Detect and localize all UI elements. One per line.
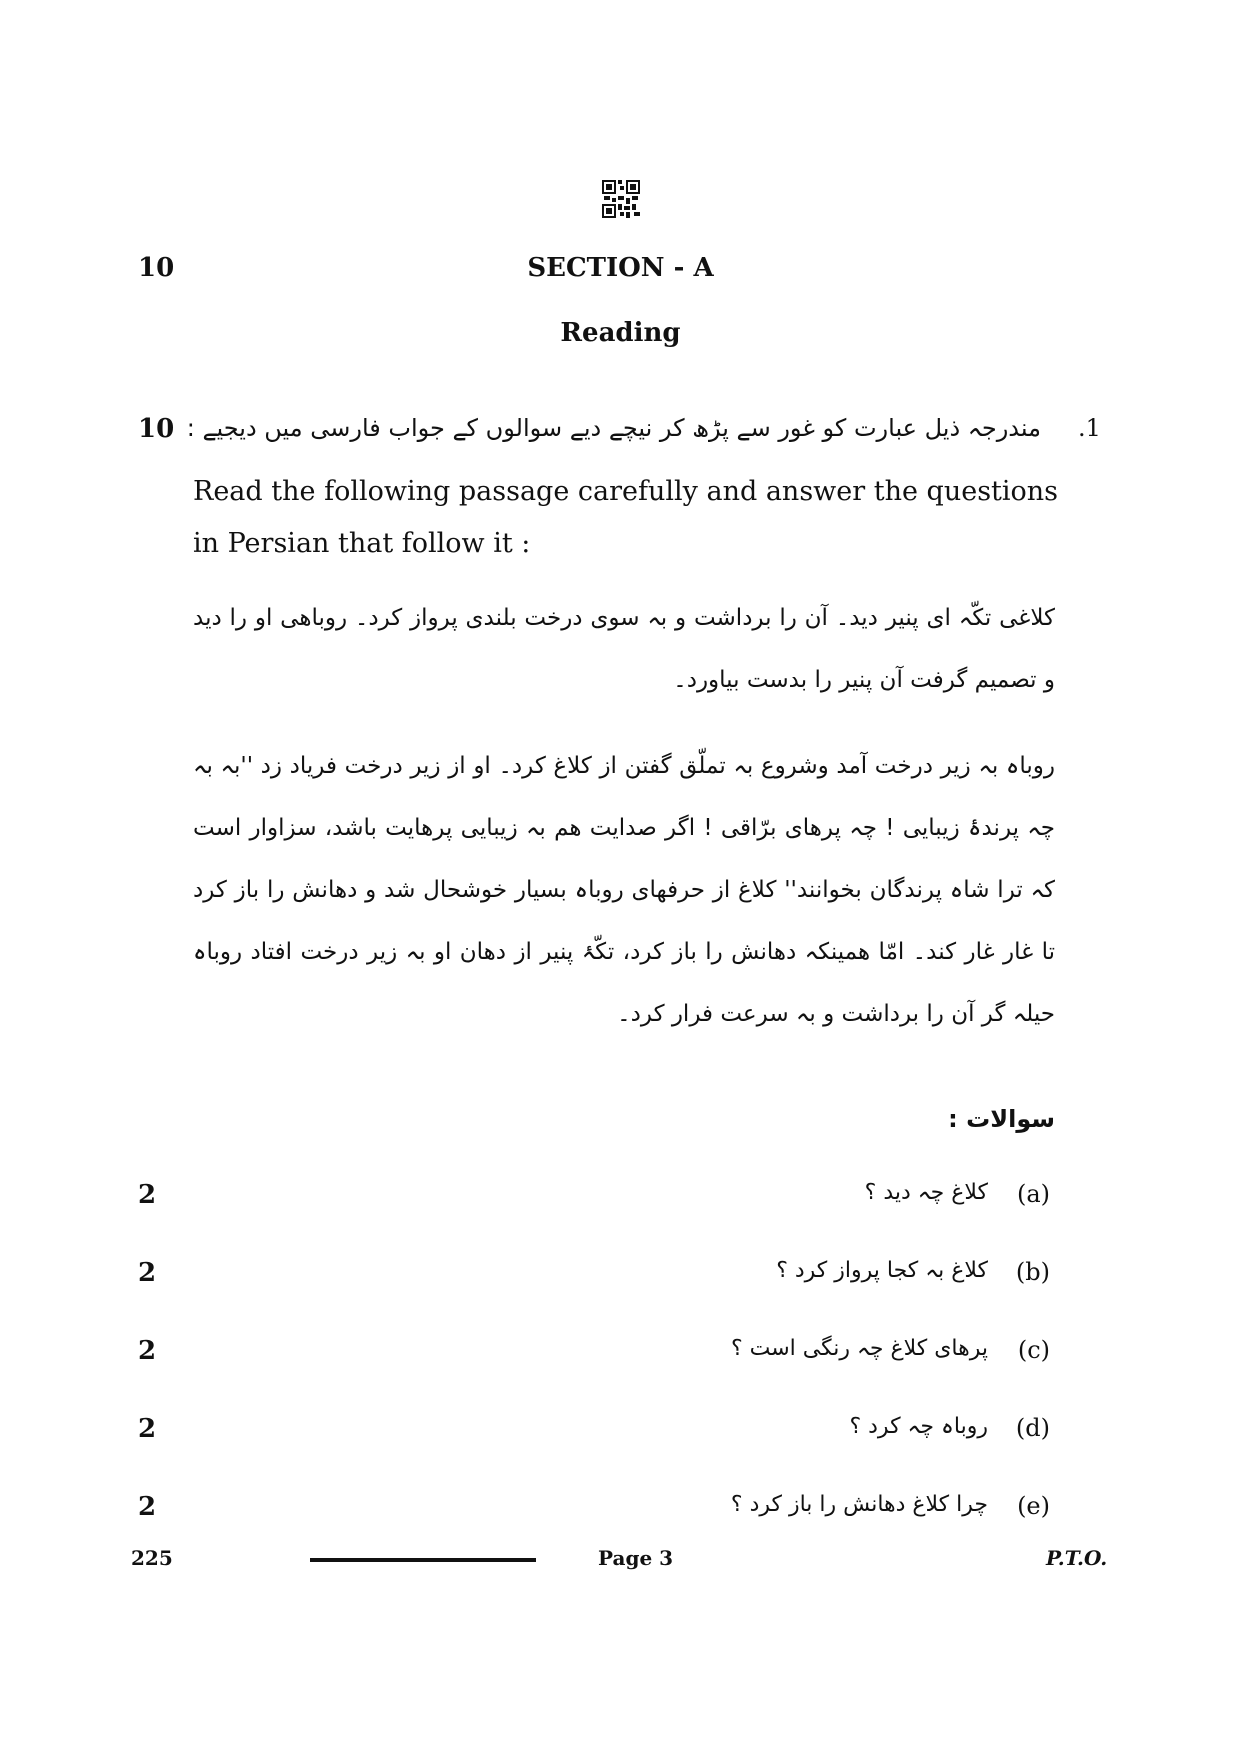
subquestion-marks: 2 — [138, 1180, 157, 1210]
subquestion-text: روباہ چہ کرد ؟ — [849, 1414, 988, 1439]
passage-paragraph-2: روباہ بہ زیر درخت آمد وشروع بہ تملّق گفتن از کلاغ کرد۔ او از زیر درخت فریاد زد ''بہ بہ چہ پرندۂ زیبایی ! چہ پرهای برّاقی ! اگر صدایت هم بہ زیبایی پرهایت باشد، سزاوار است کہ ترا شاہ پرندگان بخوانند'' کلاغ از حرفهای روباہ بسیار خوشحال شد و دهانش را باز کرد تا غار غار کند۔ امّا همینکہ دهانش را باز کرد، تکّۂ پنیر از دهان او بہ زیر درخت افتاد روباہ حیلہ گر آن را برداشت و بہ سرعت فرار کرد۔ — [193, 753, 1055, 1027]
subquestion — [700, 1414, 1050, 1454]
section-subtitle: Reading — [560, 318, 681, 348]
qr-code-icon — [602, 180, 640, 218]
subquestion-text: کلاغ بہ کجا پرواز کرد ؟ — [776, 1258, 988, 1283]
subquestion-letter: (b) — [1015, 1258, 1050, 1286]
instruction-english-line1: Read the following passage carefully and answer the questions — [193, 476, 1059, 507]
section-title: SECTION - A — [527, 253, 714, 283]
pto-label: P.T.O. — [1046, 1546, 1108, 1570]
passage-paragraph-1: کلاغی تکّہ ای پنیر دید۔ آن را برداشت و بہ سوی درخت بلندی پرواز کرد۔ روباهی او را دید و تصمیم گرفت آن پنیر را بدست بیاورد۔ — [193, 605, 1055, 693]
question-marks: 10 — [138, 414, 175, 444]
subquestion-text: کلاغ چہ دید ؟ — [864, 1180, 988, 1205]
subquestion-letter: (c) — [1017, 1336, 1050, 1364]
subquestion-letter: (a) — [1016, 1180, 1050, 1208]
subquestion — [700, 1492, 1050, 1532]
subquestion-marks: 2 — [138, 1336, 157, 1366]
subquestion — [700, 1336, 1050, 1376]
subquestion — [700, 1180, 1050, 1220]
subquestion-text: چرا کلاغ دهانش را باز کرد ؟ — [730, 1492, 988, 1517]
paper-code: 225 — [131, 1546, 173, 1570]
subquestion — [700, 1258, 1050, 1298]
subquestion-marks: 2 — [138, 1414, 157, 1444]
instruction-english-line2: in Persian that follow it : — [193, 528, 531, 559]
subquestion-text: پرهای کلاغ چہ رنگی است ؟ — [730, 1336, 988, 1361]
question-number: .1 — [1078, 414, 1101, 442]
questions-label: سوالات : — [948, 1105, 1055, 1133]
subquestion-letter: (d) — [1015, 1414, 1050, 1442]
section-marks: 10 — [138, 253, 175, 283]
footer-divider — [310, 1558, 536, 1562]
instruction-urdu: مندرجہ ذیل عبارت کو غور سے پڑھ کر نیچے دیے سوالوں کے جواب فارسی میں دیجیے : — [186, 414, 1041, 442]
subquestion-marks: 2 — [138, 1258, 157, 1288]
page-number: Page 3 — [598, 1546, 674, 1570]
subquestion-marks: 2 — [138, 1492, 157, 1522]
subquestion-letter: (e) — [1017, 1492, 1050, 1520]
